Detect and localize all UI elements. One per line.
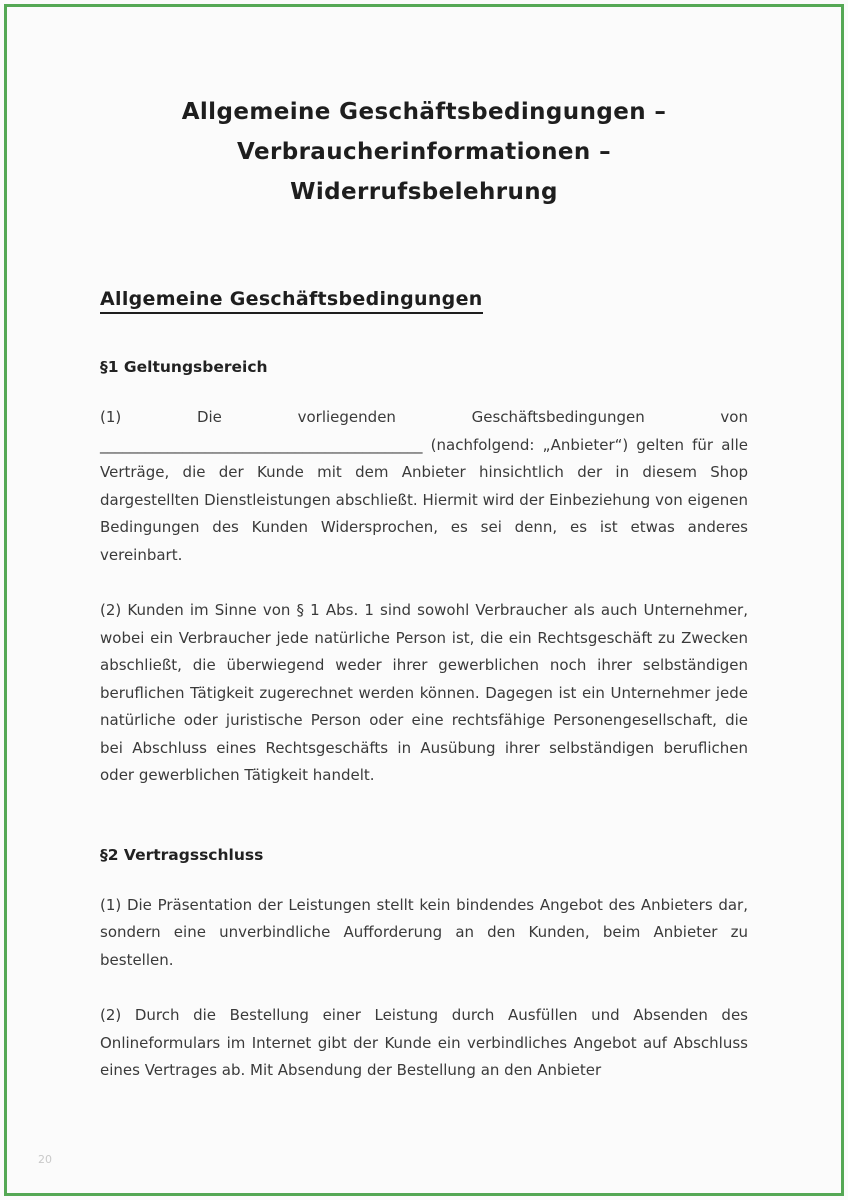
clause2-heading: §2 Vertragsschluss bbox=[100, 845, 264, 864]
clause1-heading: §1 Geltungsbereich bbox=[100, 358, 268, 376]
clause1-paragraph2: (2) Kunden im Sinne von § 1 Abs. 1 sind sowohl Verbraucher als auch Unternehmer, wobei ein Verbraucher jede natürliche Person ist, die ein Rechtsgeschäft zu Zwecken abschließt, die überwiegend weder ihrer gewerblichen noch ihrer selbständigen beruflichen Tätigkeit zugerechnet werden können. Dagegen ist ein Unternehmer jede natürliche oder juristische Person oder eine rechtsfähige Personengesellschaft, die bei Abschluss eines Rechtsgeschäfts in Ausübung ihrer selbständigen beruflichen oder gewerblichen Tätigkeit handelt. bbox=[100, 601, 748, 784]
clause2-paragraph2: (2) Durch die Bestellung einer Leistung durch Ausfüllen und Absenden des Onlineformulars im Internet gibt der Kunde ein verbindliches Angebot auf Abschluss eines Vertrages ab. Mit Absendung der Bestellung an den Anbieter bbox=[100, 1006, 748, 1079]
section1-heading-wrap bbox=[100, 288, 748, 314]
document-title-line2: Verbraucherinformationen – Widerrufsbelehrung bbox=[237, 139, 611, 205]
document-title bbox=[100, 92, 748, 212]
document-title-line1: Allgemeine Geschäftsbedingungen – bbox=[181, 99, 667, 125]
document-content bbox=[0, 92, 848, 1085]
section1-heading: Allgemeine Geschäftsbedingungen bbox=[100, 288, 483, 314]
page-number: 20 bbox=[38, 1153, 52, 1166]
clause2-paragraph1: (1) Die Präsentation der Leistungen stellt kein bindendes Angebot des Anbieters dar, sondern eine unverbindliche Aufforderung an den Kunden, beim Anbieter zu bestellen. bbox=[100, 895, 748, 969]
clause1-paragraph1: (1) Die vorliegenden Geschäftsbedingungen von ___________________________________________ (nachfolgend: „Anbieter“) gelten für alle Verträge, die der Kunde mit dem Anbieter hinsichtlich der in diesem Shop dargestellten Dienstleistungen abschließt. Hiermit wird der Einbeziehung von eigenen Bedingungen des Kunden Widersprochen, es sei denn, es ist etwas anderes vereinbart. bbox=[100, 408, 748, 564]
